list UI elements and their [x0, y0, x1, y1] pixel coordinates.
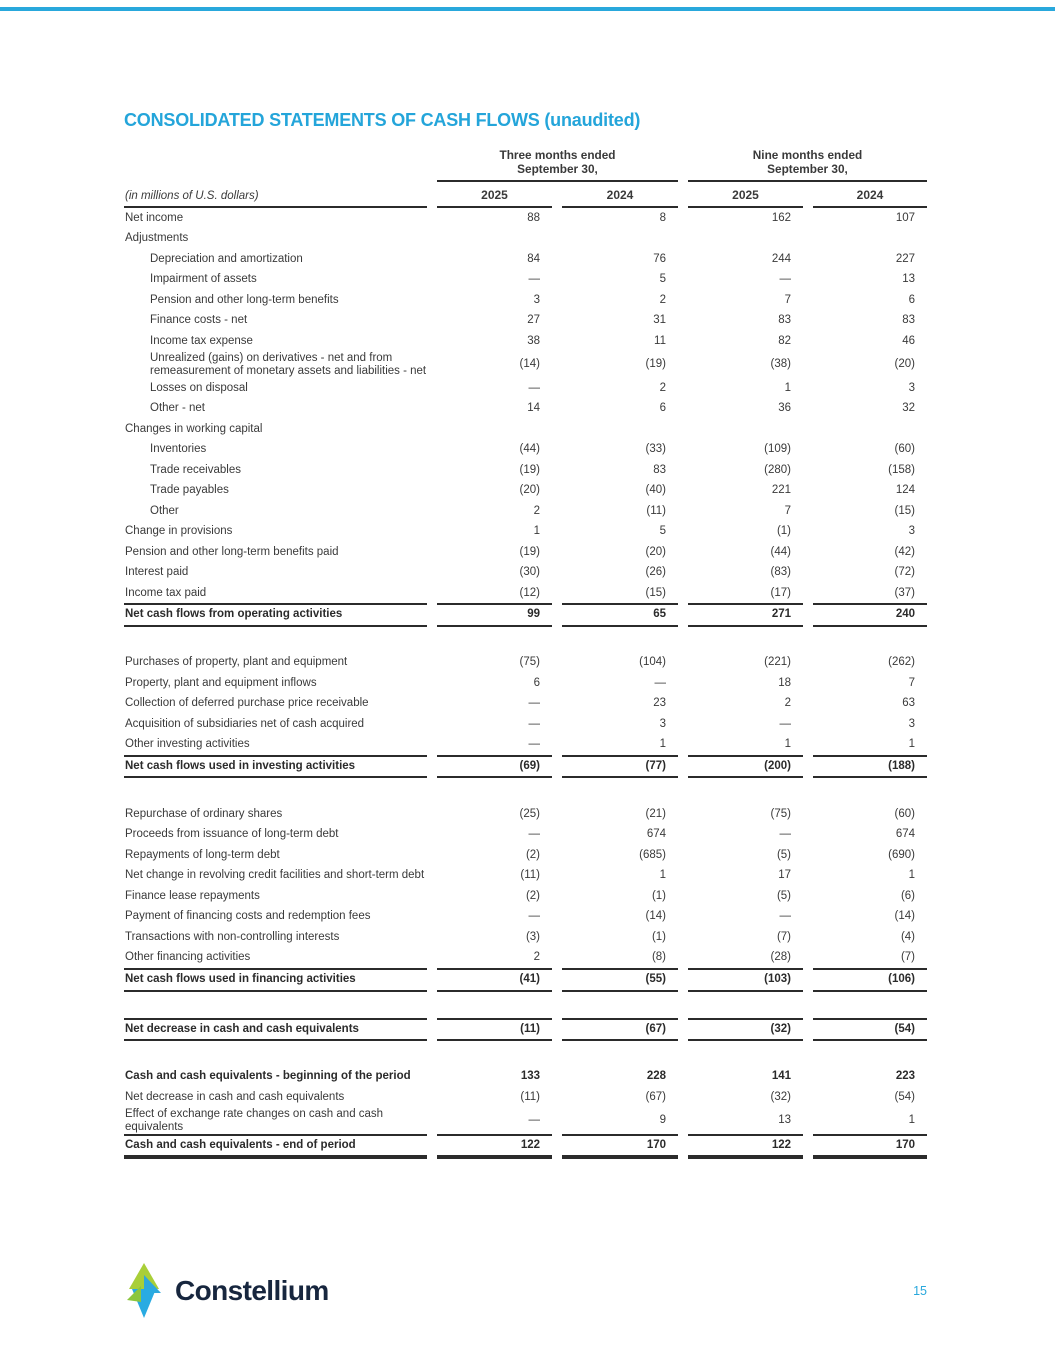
row-value: — [528, 738, 540, 751]
table-row [124, 1018, 927, 1041]
row-value: (44) [519, 443, 540, 456]
row-value: (26) [645, 566, 666, 579]
row-value: (20) [894, 358, 915, 371]
row-value: 271 [688, 603, 803, 626]
row-value: 27 [527, 314, 540, 327]
row-value: — [528, 273, 540, 286]
year-header: 2025 [688, 182, 803, 208]
row-value: (4) [900, 930, 915, 943]
row-value: (20) [519, 484, 540, 497]
row-value: 13 [778, 1114, 791, 1127]
year-header: 2025 [437, 182, 552, 208]
row-value: (75) [519, 656, 540, 669]
table-row [124, 845, 927, 866]
row-value: 1 [784, 738, 791, 751]
table-row [124, 694, 927, 715]
group-line2: September 30, [517, 161, 598, 176]
row-value: 8 [659, 211, 666, 224]
row-value: 2 [659, 381, 666, 394]
spacer-row [124, 778, 927, 804]
row-value: — [779, 273, 791, 286]
row-value: 674 [646, 828, 666, 841]
row-value: 3 [908, 525, 915, 538]
row-value: (30) [519, 566, 540, 579]
row-value: 3 [908, 717, 915, 730]
row-label: Interest paid [125, 566, 189, 579]
group-line1: Three months ended [499, 148, 616, 162]
row-value: 83 [653, 463, 666, 476]
row-value: 2 [533, 504, 540, 517]
row-label: Pension and other long-term benefits [150, 293, 339, 306]
year-header: 2024 [813, 182, 927, 208]
table-row [124, 398, 927, 419]
row-value: 141 [771, 1070, 791, 1083]
row-value: 1 [784, 381, 791, 394]
row-value: 3 [908, 381, 915, 394]
row-value: (14) [519, 358, 540, 371]
row-label: Impairment of assets [150, 273, 257, 286]
row-value: (106) [813, 968, 927, 991]
row-value: 3 [533, 293, 540, 306]
row-value: 162 [771, 211, 791, 224]
row-value: — [654, 676, 666, 689]
row-value: (72) [894, 566, 915, 579]
row-value: 11 [654, 334, 666, 347]
table-row [124, 886, 927, 907]
row-label: Purchases of property, plant and equipment [125, 656, 348, 669]
row-value: (60) [894, 443, 915, 456]
row-value: (11) [520, 869, 540, 882]
row-value: 84 [527, 252, 540, 265]
row-value: 227 [895, 252, 915, 265]
row-value: 240 [813, 603, 927, 626]
row-value: (8) [651, 951, 666, 964]
row-value: (221) [764, 656, 791, 669]
row-value: 7 [784, 293, 791, 306]
row-value: 32 [902, 402, 915, 415]
row-value: (19) [645, 358, 666, 371]
table-row [124, 907, 927, 928]
row-value: (28) [770, 951, 791, 964]
row-value: 221 [771, 484, 791, 497]
row-value: 124 [895, 484, 915, 497]
table-row [124, 270, 927, 291]
row-value: (14) [894, 910, 915, 923]
row-value: (15) [645, 586, 666, 599]
row-value: (7) [900, 951, 915, 964]
table-row [124, 948, 927, 969]
row-value: 2 [784, 697, 791, 710]
row-label: Depreciation and amortization [150, 252, 303, 265]
row-label: Changes in working capital [125, 422, 263, 435]
row-value: (5) [776, 848, 791, 861]
row-label: Unrealized (gains) on derivatives - net and from remeasurement of monetary assets and liabilities - net [150, 351, 427, 377]
row-value: (158) [888, 463, 915, 476]
table-row [124, 866, 927, 887]
row-value: 5 [659, 273, 666, 286]
row-value: (1) [776, 525, 791, 538]
table-row [124, 311, 927, 332]
row-value: 31 [653, 314, 666, 327]
row-value: (38) [770, 358, 791, 371]
table-row [124, 331, 927, 352]
row-value: (1) [651, 889, 666, 902]
row-value: (104) [639, 656, 666, 669]
row-value: (280) [764, 463, 791, 476]
row-value: 1 [659, 738, 666, 751]
row-value: 76 [653, 252, 666, 265]
row-value: (32) [770, 1090, 791, 1103]
row-value: 14 [527, 402, 540, 415]
table-row [124, 735, 927, 756]
brand-group [124, 1262, 329, 1319]
row-label: Collection of deferred purchase price receivable [125, 697, 369, 710]
row-value: 7 [784, 504, 791, 517]
table-row [124, 755, 927, 778]
row-value: 38 [527, 334, 540, 347]
table-row [124, 1108, 927, 1134]
row-value: (32) [688, 1018, 803, 1041]
row-value: 244 [771, 252, 791, 265]
row-value: (11) [646, 504, 666, 517]
row-value: (54) [813, 1018, 927, 1041]
row-value: 83 [778, 314, 791, 327]
row-label: Income tax paid [125, 586, 207, 599]
row-value: 23 [653, 697, 666, 710]
group-line1: Nine months ended [752, 148, 863, 162]
row-label: Inventories [150, 443, 207, 456]
row-value: (6) [900, 889, 915, 902]
row-value: 122 [437, 1134, 552, 1157]
row-value: 9 [659, 1114, 666, 1127]
row-value: (14) [645, 910, 666, 923]
table-row [124, 927, 927, 948]
table-header-groups [124, 149, 927, 182]
column-group-nine-months [688, 149, 927, 182]
row-value: (54) [894, 1090, 915, 1103]
table-row [124, 804, 927, 825]
row-value: — [779, 828, 791, 841]
table-row [124, 825, 927, 846]
constellium-logo-icon [124, 1262, 164, 1319]
row-value: 107 [895, 211, 915, 224]
year-header: 2024 [562, 182, 678, 208]
row-label: Net cash flows used in financing activities [124, 968, 427, 991]
row-value: 1 [533, 525, 540, 538]
row-value: 7 [908, 676, 915, 689]
row-label: Income tax expense [150, 334, 253, 347]
table-row [124, 1067, 927, 1088]
row-value: 1 [659, 869, 666, 882]
row-value: (40) [645, 484, 666, 497]
row-value: (262) [888, 656, 915, 669]
table-row [124, 419, 927, 440]
table-row [124, 249, 927, 270]
row-value: (41) [437, 968, 552, 991]
row-label: Net change in revolving credit facilities and short-term debt [125, 869, 425, 882]
table-row [124, 714, 927, 735]
row-label: Payment of financing costs and redemption fees [125, 910, 371, 923]
row-label: Net decrease in cash and cash equivalents [125, 1090, 345, 1103]
table-row [124, 480, 927, 501]
row-value: 88 [527, 211, 540, 224]
row-value: 133 [520, 1070, 540, 1083]
row-value: (11) [520, 1090, 540, 1103]
row-value: 170 [813, 1134, 927, 1157]
row-value: (19) [519, 463, 540, 476]
row-label: Proceeds from issuance of long-term debt [125, 828, 339, 841]
table-row [124, 673, 927, 694]
table-row [124, 542, 927, 563]
row-value: (5) [776, 889, 791, 902]
row-value: — [528, 828, 540, 841]
row-value: (67) [562, 1018, 678, 1041]
row-value: — [528, 381, 540, 394]
row-value: 1 [908, 1114, 915, 1127]
row-value: — [528, 1114, 540, 1127]
table-row [124, 378, 927, 399]
row-value: 13 [902, 273, 915, 286]
page-title: CONSOLIDATED STATEMENTS OF CASH FLOWS (unaudited) [124, 110, 641, 130]
row-value: 1 [908, 869, 915, 882]
row-value: — [779, 717, 791, 730]
row-value: 5 [659, 525, 666, 538]
table-row [124, 562, 927, 583]
row-value: 2 [659, 293, 666, 306]
row-value: 3 [659, 717, 666, 730]
row-value: 99 [437, 603, 552, 626]
spacer-row [124, 627, 927, 653]
row-value: (200) [688, 755, 803, 778]
table-row [124, 1134, 927, 1157]
row-value: 1 [908, 738, 915, 751]
row-value: 36 [778, 402, 791, 415]
row-value: — [779, 910, 791, 923]
row-value: (83) [770, 566, 791, 579]
row-value: (19) [519, 545, 540, 558]
row-value: 65 [562, 603, 678, 626]
row-value: (12) [519, 586, 540, 599]
page-number: 15 [913, 1283, 927, 1298]
row-value: 46 [902, 334, 915, 347]
row-label: Effect of exchange rate changes on cash and cash equivalents [125, 1107, 384, 1133]
row-label: Trade receivables [150, 463, 241, 476]
row-label: Finance costs - net [150, 314, 248, 327]
row-label: Cash and cash equivalents - end of period [124, 1134, 427, 1157]
row-value: 122 [688, 1134, 803, 1157]
row-value: 674 [895, 828, 915, 841]
row-value: (690) [888, 848, 915, 861]
row-value: (75) [770, 807, 791, 820]
row-value: (1) [651, 930, 666, 943]
unit-label: (in millions of U.S. dollars) [124, 184, 427, 208]
row-label: Other investing activities [125, 738, 250, 751]
table-row [124, 1087, 927, 1108]
table-row [124, 501, 927, 522]
group-line2: September 30, [767, 161, 848, 176]
spacer-row [124, 1041, 927, 1067]
row-label: Acquisition of subsidiaries net of cash acquired [125, 717, 365, 730]
row-value: 6 [908, 293, 915, 306]
row-label: Other financing activities [125, 951, 251, 964]
column-group-three-months [437, 149, 678, 182]
spacer-row [124, 992, 927, 1018]
row-value: (55) [562, 968, 678, 991]
row-label: Losses on disposal [150, 381, 248, 394]
row-label: Pension and other long-term benefits paid [125, 545, 339, 558]
row-value: 82 [778, 334, 791, 347]
row-value: (37) [894, 586, 915, 599]
row-value: 18 [778, 676, 791, 689]
table-row [124, 583, 927, 604]
row-label: Cash and cash equivalents - beginning of the period [125, 1070, 411, 1083]
page-footer [124, 1262, 927, 1319]
row-label: Other [150, 504, 179, 517]
row-label: Net decrease in cash and cash equivalents [124, 1018, 427, 1041]
row-value: — [528, 697, 540, 710]
row-value: (69) [437, 755, 552, 778]
row-label: Transactions with non-controlling interests [125, 930, 340, 943]
row-value: (7) [776, 930, 791, 943]
row-label: Net income [125, 211, 184, 224]
row-value: (67) [645, 1090, 666, 1103]
row-value: (25) [519, 807, 540, 820]
row-value: 170 [562, 1134, 678, 1157]
row-label: Repayments of long-term debt [125, 848, 280, 861]
row-value: (103) [688, 968, 803, 991]
row-label: Net cash flows used in investing activities [124, 755, 427, 778]
row-label: Trade payables [150, 484, 229, 497]
header-spacer [124, 149, 427, 182]
row-value: 6 [659, 402, 666, 415]
row-value: (20) [645, 545, 666, 558]
row-label: Finance lease repayments [125, 889, 260, 902]
table-row [124, 352, 927, 378]
row-value: (685) [639, 848, 666, 861]
row-value: 6 [533, 676, 540, 689]
row-value: 63 [902, 697, 915, 710]
row-value: 17 [778, 869, 791, 882]
row-label: Adjustments [125, 232, 189, 245]
table-row [124, 653, 927, 674]
statement-page [124, 0, 927, 1157]
cashflow-table-body [124, 208, 927, 1157]
table-row [124, 460, 927, 481]
table-row [124, 521, 927, 542]
row-value: (44) [770, 545, 791, 558]
row-value: (109) [764, 443, 791, 456]
row-value: (3) [525, 930, 540, 943]
row-label: Change in provisions [125, 525, 233, 538]
row-value: (15) [894, 504, 915, 517]
row-value: (33) [645, 443, 666, 456]
row-value: 228 [646, 1070, 666, 1083]
row-label: Net cash flows from operating activities [124, 603, 427, 626]
table-row [124, 968, 927, 991]
row-value: 2 [533, 951, 540, 964]
table-row [124, 208, 927, 229]
row-value: (77) [562, 755, 678, 778]
row-value: (2) [525, 889, 540, 902]
row-label: Other - net [150, 402, 205, 415]
row-value: (2) [525, 848, 540, 861]
table-row [124, 439, 927, 460]
row-value: 83 [902, 314, 915, 327]
row-value: (42) [894, 545, 915, 558]
row-value: (21) [645, 807, 666, 820]
row-label: Repurchase of ordinary shares [125, 807, 283, 820]
row-value: (60) [894, 807, 915, 820]
brand-wordmark: Constellium [175, 1274, 329, 1306]
row-value: — [528, 717, 540, 730]
row-value: (188) [813, 755, 927, 778]
row-label: Property, plant and equipment inflows [125, 676, 317, 689]
table-row [124, 603, 927, 626]
row-value: — [528, 910, 540, 923]
row-value: (11) [437, 1018, 552, 1041]
table-row [124, 229, 927, 250]
row-value: (17) [770, 586, 791, 599]
table-header-years [124, 182, 927, 208]
table-row [124, 290, 927, 311]
row-value: 223 [895, 1070, 915, 1083]
